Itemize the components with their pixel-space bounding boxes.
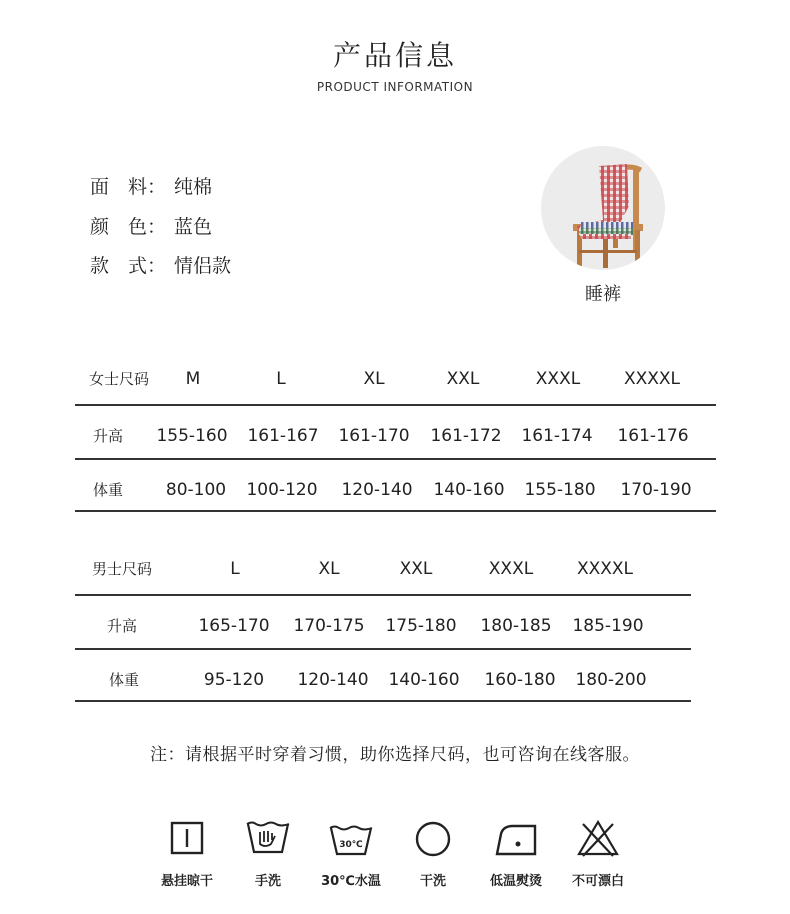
table-header-cell: XXL (446, 369, 480, 389)
table-header-cell: 女士尺码 (88, 370, 149, 388)
table-row (75, 599, 691, 653)
table-header-cell: XL (318, 559, 340, 579)
low-iron-icon (493, 818, 539, 858)
spec-label: 款 式： (90, 255, 167, 277)
spec-color (90, 212, 212, 239)
care-label: 悬挂晾干 (160, 874, 213, 889)
wash-30c-icon (328, 818, 374, 858)
table-cell: 120-140 (297, 670, 369, 690)
table-cell: 体重 (108, 671, 139, 689)
women-size-table (75, 352, 716, 514)
care-item-wash-30 (316, 818, 386, 898)
men-size-table (75, 542, 691, 704)
table-cell: 170-175 (293, 616, 365, 636)
no-bleach-icon (575, 818, 621, 858)
table-row (75, 463, 716, 517)
table-header-cell: XXXL (488, 559, 534, 579)
table-divider (75, 458, 716, 460)
care-label: 干洗 (419, 874, 446, 889)
product-label: 睡裤 (585, 284, 621, 305)
table-header-cell: 男士尺码 (91, 560, 152, 578)
spec-label: 面 料： (90, 176, 167, 198)
table-divider (75, 404, 716, 406)
care-item-hang-dry (152, 818, 222, 898)
care-item-hand-wash (233, 818, 303, 898)
page-subtitle: PRODUCT INFORMATION (316, 80, 474, 94)
table-cell: 140-160 (388, 670, 460, 690)
table-header-row (75, 542, 691, 596)
care-label: 手洗 (254, 874, 281, 889)
table-cell: 升高 (92, 427, 123, 445)
table-header-cell: XXXL (535, 369, 581, 389)
hand-wash-icon (245, 818, 291, 858)
table-cell: 180-185 (480, 616, 552, 636)
table-header-cell: XL (363, 369, 385, 389)
table-header-cell: XXXXL (623, 369, 681, 389)
care-item-low-iron (481, 818, 551, 898)
table-cell: 180-200 (575, 670, 647, 690)
hang-dry-icon (164, 818, 210, 858)
table-cell: 140-160 (433, 480, 505, 500)
table-divider (75, 648, 691, 650)
spec-material (90, 172, 212, 199)
table-row (75, 409, 716, 463)
table-row (75, 653, 691, 707)
table-header-cell: L (230, 559, 240, 579)
table-cell: 155-180 (524, 480, 596, 500)
care-item-no-bleach (563, 818, 633, 898)
spec-value: 纯棉 (174, 176, 213, 198)
table-cell: 175-180 (385, 616, 457, 636)
care-label: 30℃水温 (321, 874, 381, 889)
table-cell: 体重 (92, 481, 123, 499)
table-cell: 161-174 (521, 426, 593, 446)
table-cell: 95-120 (203, 670, 265, 690)
table-divider (75, 700, 691, 702)
table-header-cell: XXXXL (576, 559, 634, 579)
table-cell: 161-172 (430, 426, 502, 446)
product-image (541, 146, 665, 270)
table-divider (75, 510, 716, 512)
care-label: 不可漂白 (571, 874, 624, 889)
table-cell: 升高 (106, 617, 137, 635)
spec-value: 蓝色 (174, 216, 213, 238)
table-header-cell: L (276, 369, 286, 389)
care-item-dry-clean (398, 818, 468, 898)
table-cell: 161-170 (338, 426, 410, 446)
table-cell: 170-190 (620, 480, 692, 500)
care-label: 低温熨烫 (489, 874, 542, 889)
size-note: 注：请根据平时穿着习惯，助你选择尺码，也可咨询在线客服。 (150, 745, 640, 765)
table-cell: 161-167 (247, 426, 319, 446)
spec-style (90, 251, 231, 278)
table-cell: 185-190 (572, 616, 644, 636)
table-cell: 165-170 (198, 616, 270, 636)
chair-with-plaid-pants-icon (541, 146, 665, 270)
table-header-row (75, 352, 716, 406)
table-cell: 100-120 (246, 480, 318, 500)
table-header-cell: XXL (399, 559, 433, 579)
dry-clean-icon (410, 818, 456, 858)
table-cell: 120-140 (341, 480, 413, 500)
table-divider (75, 594, 691, 596)
spec-value: 情侣款 (174, 255, 232, 277)
table-cell: 80-100 (165, 480, 227, 500)
table-cell: 161-176 (617, 426, 689, 446)
page-title: 产品信息 (332, 39, 457, 72)
table-cell: 160-180 (484, 670, 556, 690)
wash-temp-text: 30℃ (339, 840, 363, 850)
table-cell: 155-160 (156, 426, 228, 446)
table-header-cell: M (185, 369, 201, 389)
spec-label: 颜 色： (90, 216, 167, 238)
